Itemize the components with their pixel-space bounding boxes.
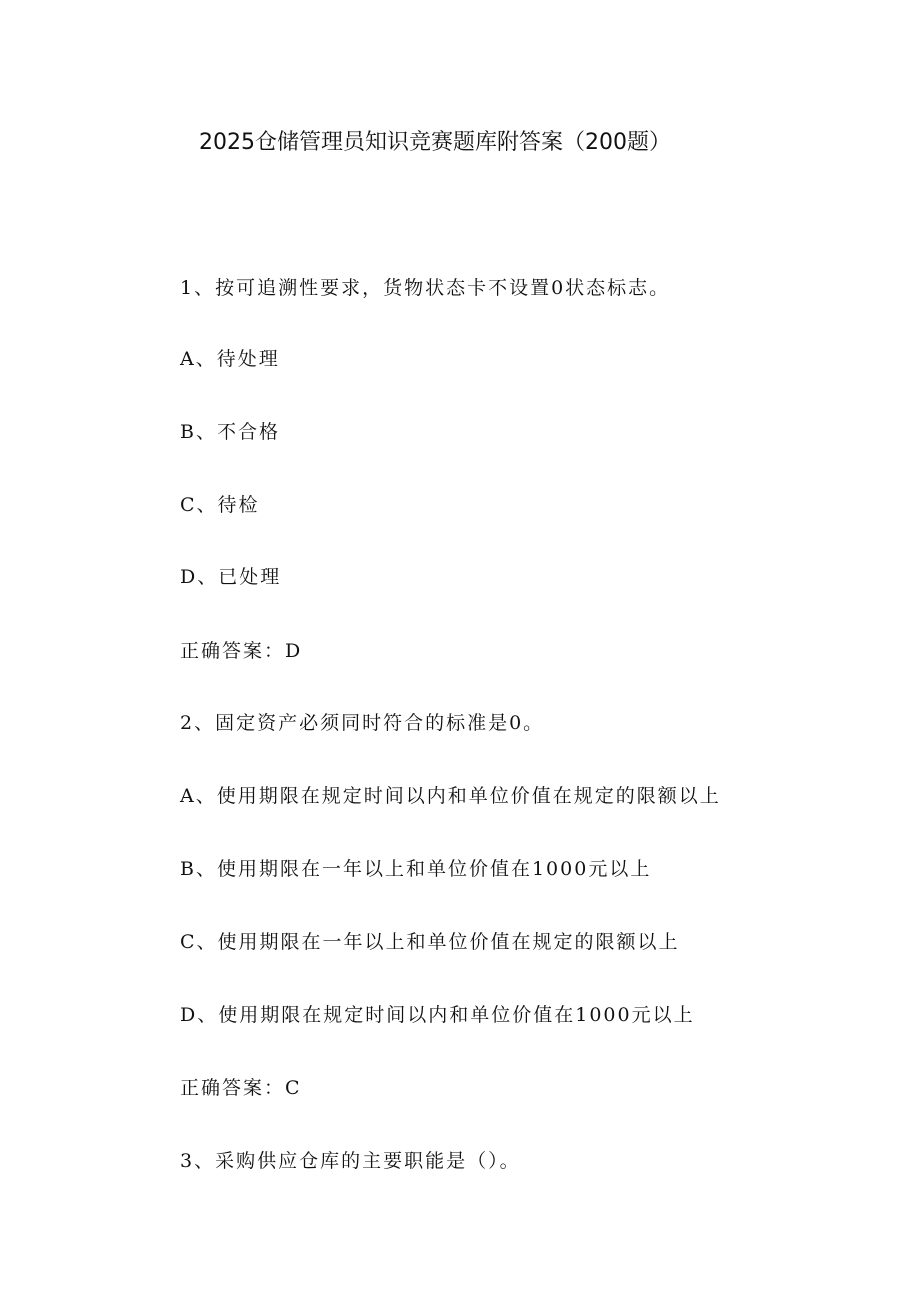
- question-1-option-c: C、待检: [180, 494, 260, 516]
- question-2-option-d: D、使用期限在规定时间以内和单位价值在1000元以上: [180, 1004, 695, 1026]
- question-2-answer: 正确答案：C: [180, 1077, 302, 1099]
- question-1-option-d: D、已处理: [180, 566, 282, 588]
- question-2-stem: 2、固定资产必须同时符合的标准是0。: [180, 712, 545, 734]
- question-2-option-b: B、使用期限在一年以上和单位价值在1000元以上: [180, 858, 652, 880]
- question-1-option-b: B、不合格: [180, 421, 280, 443]
- question-3-stem: 3、采购供应仓库的主要职能是（）。: [180, 1150, 521, 1172]
- question-1-stem: 1、按可追溯性要求，货物状态卡不设置0状态标志。: [180, 277, 671, 299]
- question-1-answer: 正确答案：D: [180, 640, 303, 662]
- question-2-option-c: C、使用期限在一年以上和单位价值在规定的限额以上: [180, 931, 680, 953]
- question-2-option-a: A、使用期限在规定时间以内和单位价值在规定的限额以上: [180, 785, 721, 807]
- question-1-option-a: A、待处理: [180, 348, 280, 370]
- document-title: 2025仓储管理员知识竞赛题库附答案（200题）: [199, 130, 671, 155]
